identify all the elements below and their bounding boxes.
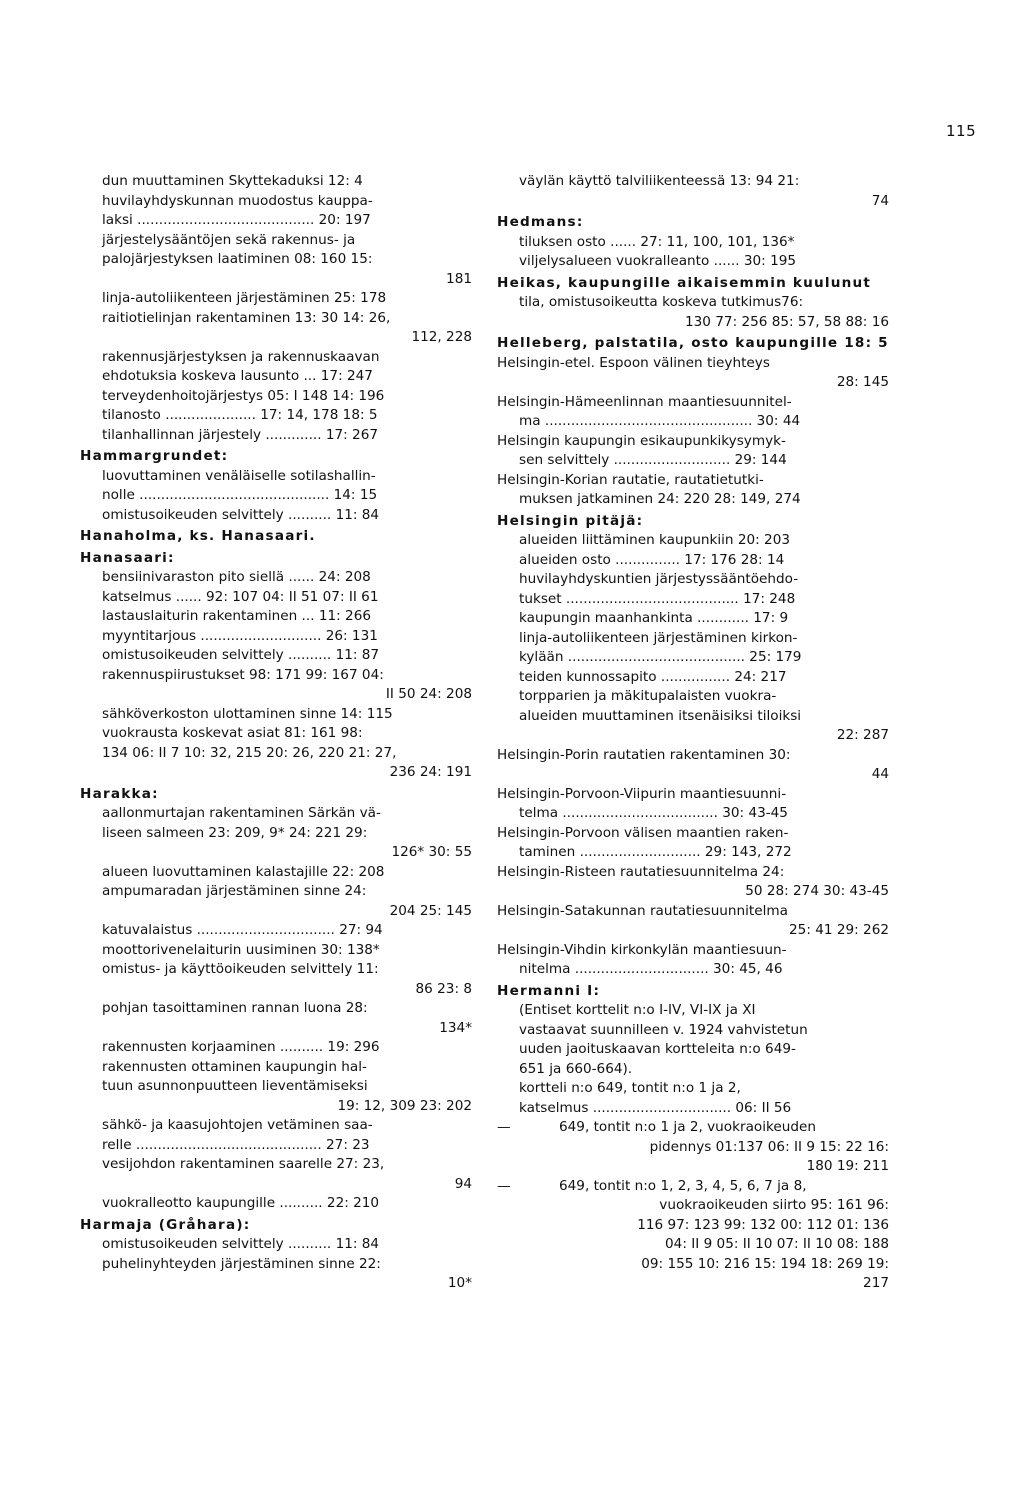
index-line: alueiden osto ............... 17: 176 28: 14 bbox=[519, 551, 785, 568]
index-line: dun muuttaminen Skyttekaduksi 12: 4 bbox=[102, 173, 363, 189]
index-line: alueiden muuttaminen itsenäisiksi tiloiksi bbox=[519, 707, 802, 724]
index-line: torpparien ja mäkitupalaisten vuokra- bbox=[519, 688, 777, 704]
index-line: (Entiset korttelit n:o I-IV, VI-IX ja XI bbox=[519, 1002, 756, 1018]
index-line: lastauslaiturin rakentaminen ... 11: 266 bbox=[102, 608, 371, 624]
index-line: 28: 145 bbox=[836, 374, 889, 390]
index-line: tilanhallinnan järjestely ............. 17: 267 bbox=[102, 426, 378, 443]
index-column-left bbox=[80, 172, 472, 1294]
index-line: taminen ............................ 29: 143, 272 bbox=[519, 844, 792, 860]
index-line: palojärjestyksen laatiminen 08: 160 15: bbox=[102, 251, 373, 267]
index-line: vastaavat suunnilleen v. 1924 vahvistetun bbox=[519, 1021, 808, 1038]
index-line: 130 77: 256 85: 57, 58 88: 16 bbox=[685, 313, 889, 330]
index-line: Helsingin-Porin rautatien rakentaminen 30: bbox=[497, 746, 791, 763]
page-number: 115 bbox=[946, 122, 977, 140]
index-line: Helsingin-Vihdin kirkonkylän maantiesuun- bbox=[497, 941, 787, 958]
index-line: omistus- ja käyttöoikeuden selvittely 11: bbox=[102, 961, 379, 977]
index-line: 204 25: 145 bbox=[389, 902, 472, 919]
index-line: ehdotuksia koskeva lausunto ... 17: 247 bbox=[102, 368, 373, 384]
index-line: alueiden liittäminen kaupunkiin 20: 203 bbox=[519, 532, 790, 548]
index-line: II 50 24: 208 bbox=[385, 686, 472, 702]
index-line: katselmus ...... 92: 107 04: II 51 07: II 61 bbox=[102, 588, 379, 605]
index-heading: Helleberg, palstatila, osto kaupungille 18: 5 bbox=[497, 335, 889, 351]
index-line: liseen salmeen 23: 209, 9* 24: 221 29: bbox=[102, 824, 368, 841]
index-line: 50 28: 274 30: 43-45 bbox=[745, 883, 889, 899]
index-line: vesijohdon rakentaminen saarelle 27: 23, bbox=[102, 1156, 385, 1172]
index-line: katuvalaistus ................................ 27: 94 bbox=[102, 922, 383, 938]
index-line: Helsingin-Risteen rautatiesuunnitelma 24: bbox=[497, 863, 785, 880]
index-line: Helsingin kaupungin esikaupunkikysymyk- bbox=[497, 432, 786, 449]
index-line: relle ........................................... 27: 23 bbox=[102, 1136, 370, 1153]
index-line: alueen luovuttaminen kalastajille 22: 208 bbox=[102, 863, 385, 880]
index-heading: Hanaholma, ks. Hanasaari. bbox=[80, 528, 316, 544]
index-line bbox=[497, 1177, 889, 1197]
index-line: omistusoikeuden selvittely .......... 11: 84 bbox=[102, 1236, 380, 1252]
index-line: 134* bbox=[439, 1019, 472, 1036]
index-line: omistusoikeuden selvittely .......... 11: 84 bbox=[102, 506, 380, 523]
index-line: luovuttaminen venäläiselle sotilashallin- bbox=[102, 467, 376, 484]
index-line: kortteli n:o 649, tontit n:o 1 ja 2, bbox=[519, 1080, 741, 1096]
index-line: nitelma ............................... 30: 45, 46 bbox=[519, 961, 783, 977]
index-line: väylän käyttö talviliikenteessä 13: 94 21: bbox=[519, 173, 800, 189]
dash-mark: — bbox=[497, 1177, 511, 1194]
index-line bbox=[497, 1118, 889, 1138]
index-line: terveydenhoitojärjestys 05: I 148 14: 196 bbox=[102, 387, 385, 404]
index-line: telma .................................... 30: 43-45 bbox=[519, 805, 788, 821]
index-line: 180 19: 211 bbox=[806, 1158, 889, 1174]
index-line: 19: 12, 309 23: 202 bbox=[337, 1097, 472, 1114]
index-line: vuokrausta koskevat asiat 81: 161 98: bbox=[102, 725, 363, 741]
index-line: myyntitarjous ............................ 26: 131 bbox=[102, 627, 378, 644]
index-line: 10* bbox=[447, 1275, 472, 1291]
index-line: 651 ja 660-664). bbox=[519, 1060, 633, 1077]
index-line: linja-autoliikenteen järjestäminen 25: 178 bbox=[102, 290, 387, 306]
index-line: ampumaradan järjestäminen sinne 24: bbox=[102, 883, 367, 899]
index-line: rakennusten korjaaminen .......... 19: 296 bbox=[102, 1039, 380, 1055]
index-line: tiluksen osto ...... 27: 11, 100, 101, 136* bbox=[519, 233, 795, 250]
index-heading: Helsingin pitäjä: bbox=[497, 512, 644, 529]
index-heading: Harakka: bbox=[80, 785, 159, 802]
index-line: bensiinivaraston pito siellä ...... 24: 208 bbox=[102, 569, 371, 585]
index-line: 94 bbox=[454, 1175, 472, 1192]
index-line: kylään ......................................... 25: 179 bbox=[519, 649, 802, 665]
index-line: Helsingin-Satakunnan rautatiesuunnitelma bbox=[497, 902, 788, 919]
index-column-right bbox=[497, 172, 889, 1294]
index-line: järjestelysääntöjen sekä rakennus- ja bbox=[102, 231, 356, 248]
index-line: 44 bbox=[871, 766, 889, 782]
index-line: uuden jaoituskaavan kortteleita n:o 649- bbox=[519, 1041, 796, 1057]
index-line: aallonmurtajan rakentaminen Särkän vä- bbox=[102, 805, 381, 821]
index-line: Helsingin-etel. Espoon välinen tieyhteys bbox=[497, 354, 770, 371]
index-line: moottorivenelaiturin uusiminen 30: 138* bbox=[102, 941, 380, 958]
index-line: 116 97: 123 99: 132 00: 112 01: 136 bbox=[637, 1216, 889, 1233]
index-heading: Harmaja (Gråhara): bbox=[80, 1216, 251, 1233]
index-line: 217 bbox=[863, 1275, 889, 1291]
index-line: vuokraoikeuden siirto 95: 161 96: bbox=[659, 1197, 889, 1213]
index-line: tuun asunnonpuutteen lieventämiseksi bbox=[102, 1078, 368, 1094]
index-line: rakennuspiirustukset 98: 171 99: 167 04: bbox=[102, 666, 384, 683]
index-line: 181 bbox=[446, 270, 472, 287]
index-line: 04: II 9 05: II 10 07: II 10 08: 188 bbox=[665, 1236, 889, 1252]
index-line: 126* 30: 55 bbox=[391, 844, 472, 860]
index-line: muksen jatkaminen 24: 220 28: 149, 274 bbox=[519, 491, 801, 507]
index-line: tilanosto ..................... 17: 14, 178 18: 5 bbox=[102, 407, 378, 423]
index-line: tila, omistusoikeutta koskeva tutkimus76: bbox=[519, 294, 804, 310]
index-line-text: 649, tontit n:o 1, 2, 3, 4, 5, 6, 7 ja 8, bbox=[559, 1177, 807, 1194]
index-line: 112, 228 bbox=[411, 329, 472, 345]
dash-mark: — bbox=[497, 1119, 511, 1135]
index-line: omistusoikeuden selvittely .......... 11: 87 bbox=[102, 647, 380, 663]
index-line: sähköverkoston ulottaminen sinne 14: 115 bbox=[102, 705, 393, 722]
index-line: Helsingin-Porvoon välisen maantien raken- bbox=[497, 824, 789, 841]
index-line: viljelysalueen vuokralleanto ...... 30: 195 bbox=[519, 253, 797, 269]
index-heading: Hermanni I: bbox=[497, 982, 601, 999]
index-line: Helsingin-Porvoon-Viipurin maantiesuunni- bbox=[497, 785, 787, 802]
index-line: 236 24: 191 bbox=[389, 764, 472, 780]
index-line: kaupungin maanhankinta ............ 17: 9 bbox=[519, 610, 789, 626]
index-line: huvilayhdyskuntien järjestyssääntöehdo- bbox=[519, 571, 799, 587]
index-line: 134 06: II 7 10: 32, 215 20: 26, 220 21: 27, bbox=[102, 744, 397, 761]
index-line: Helsingin-Korian rautatie, rautatietutki- bbox=[497, 471, 764, 488]
index-line-text: 649, tontit n:o 1 ja 2, vuokraoikeuden bbox=[559, 1119, 816, 1135]
index-line: 22: 287 bbox=[836, 727, 889, 743]
index-line: pidennys 01:137 06: II 9 15: 22 16: bbox=[649, 1138, 889, 1155]
index-heading: Hedmans: bbox=[497, 214, 584, 230]
index-line: huvilayhdyskunnan muodostus kauppa- bbox=[102, 192, 373, 209]
index-line: sähkö- ja kaasujohtojen vetäminen saa- bbox=[102, 1117, 373, 1133]
index-line: tukset ........................................ 17: 248 bbox=[519, 590, 796, 607]
index-line: ma ................................................ 30: 44 bbox=[519, 413, 801, 429]
index-line: 25: 41 29: 262 bbox=[789, 922, 889, 938]
index-line: rakennusten ottaminen kaupungin hal- bbox=[102, 1058, 367, 1075]
index-line: teiden kunnossapito ................ 24: 217 bbox=[519, 668, 787, 685]
index-line: 74 bbox=[871, 192, 889, 209]
index-heading: Hammargrundet: bbox=[80, 448, 229, 464]
index-line: vuokralleotto kaupungille .......... 22: 210 bbox=[102, 1195, 380, 1211]
index-line: 09: 155 10: 216 15: 194 18: 269 19: bbox=[641, 1255, 889, 1272]
index-line: katselmus ................................ 06: II 56 bbox=[519, 1099, 792, 1116]
index-line: linja-autoliikenteen järjestäminen kirkon- bbox=[519, 629, 798, 646]
index-line: 86 23: 8 bbox=[415, 980, 472, 997]
index-line: laksi ......................................... 20: 197 bbox=[102, 212, 371, 228]
index-line: nolle ............................................ 14: 15 bbox=[102, 487, 378, 503]
index-line: rakennusjärjestyksen ja rakennuskaavan bbox=[102, 348, 380, 365]
index-line: Helsingin-Hämeenlinnan maantiesuunnitel- bbox=[497, 393, 792, 410]
index-line: raitiotielinjan rakentaminen 13: 30 14: 26, bbox=[102, 309, 391, 326]
index-heading: Hanasaari: bbox=[80, 549, 175, 566]
index-heading: Heikas, kaupungille aikaisemmin kuulunut bbox=[497, 274, 872, 291]
index-line: pohjan tasoittaminen rannan luona 28: bbox=[102, 1000, 368, 1016]
index-line: sen selvittely ........................... 29: 144 bbox=[519, 452, 787, 468]
index-line: puhelinyhteyden järjestäminen sinne 22: bbox=[102, 1255, 381, 1272]
